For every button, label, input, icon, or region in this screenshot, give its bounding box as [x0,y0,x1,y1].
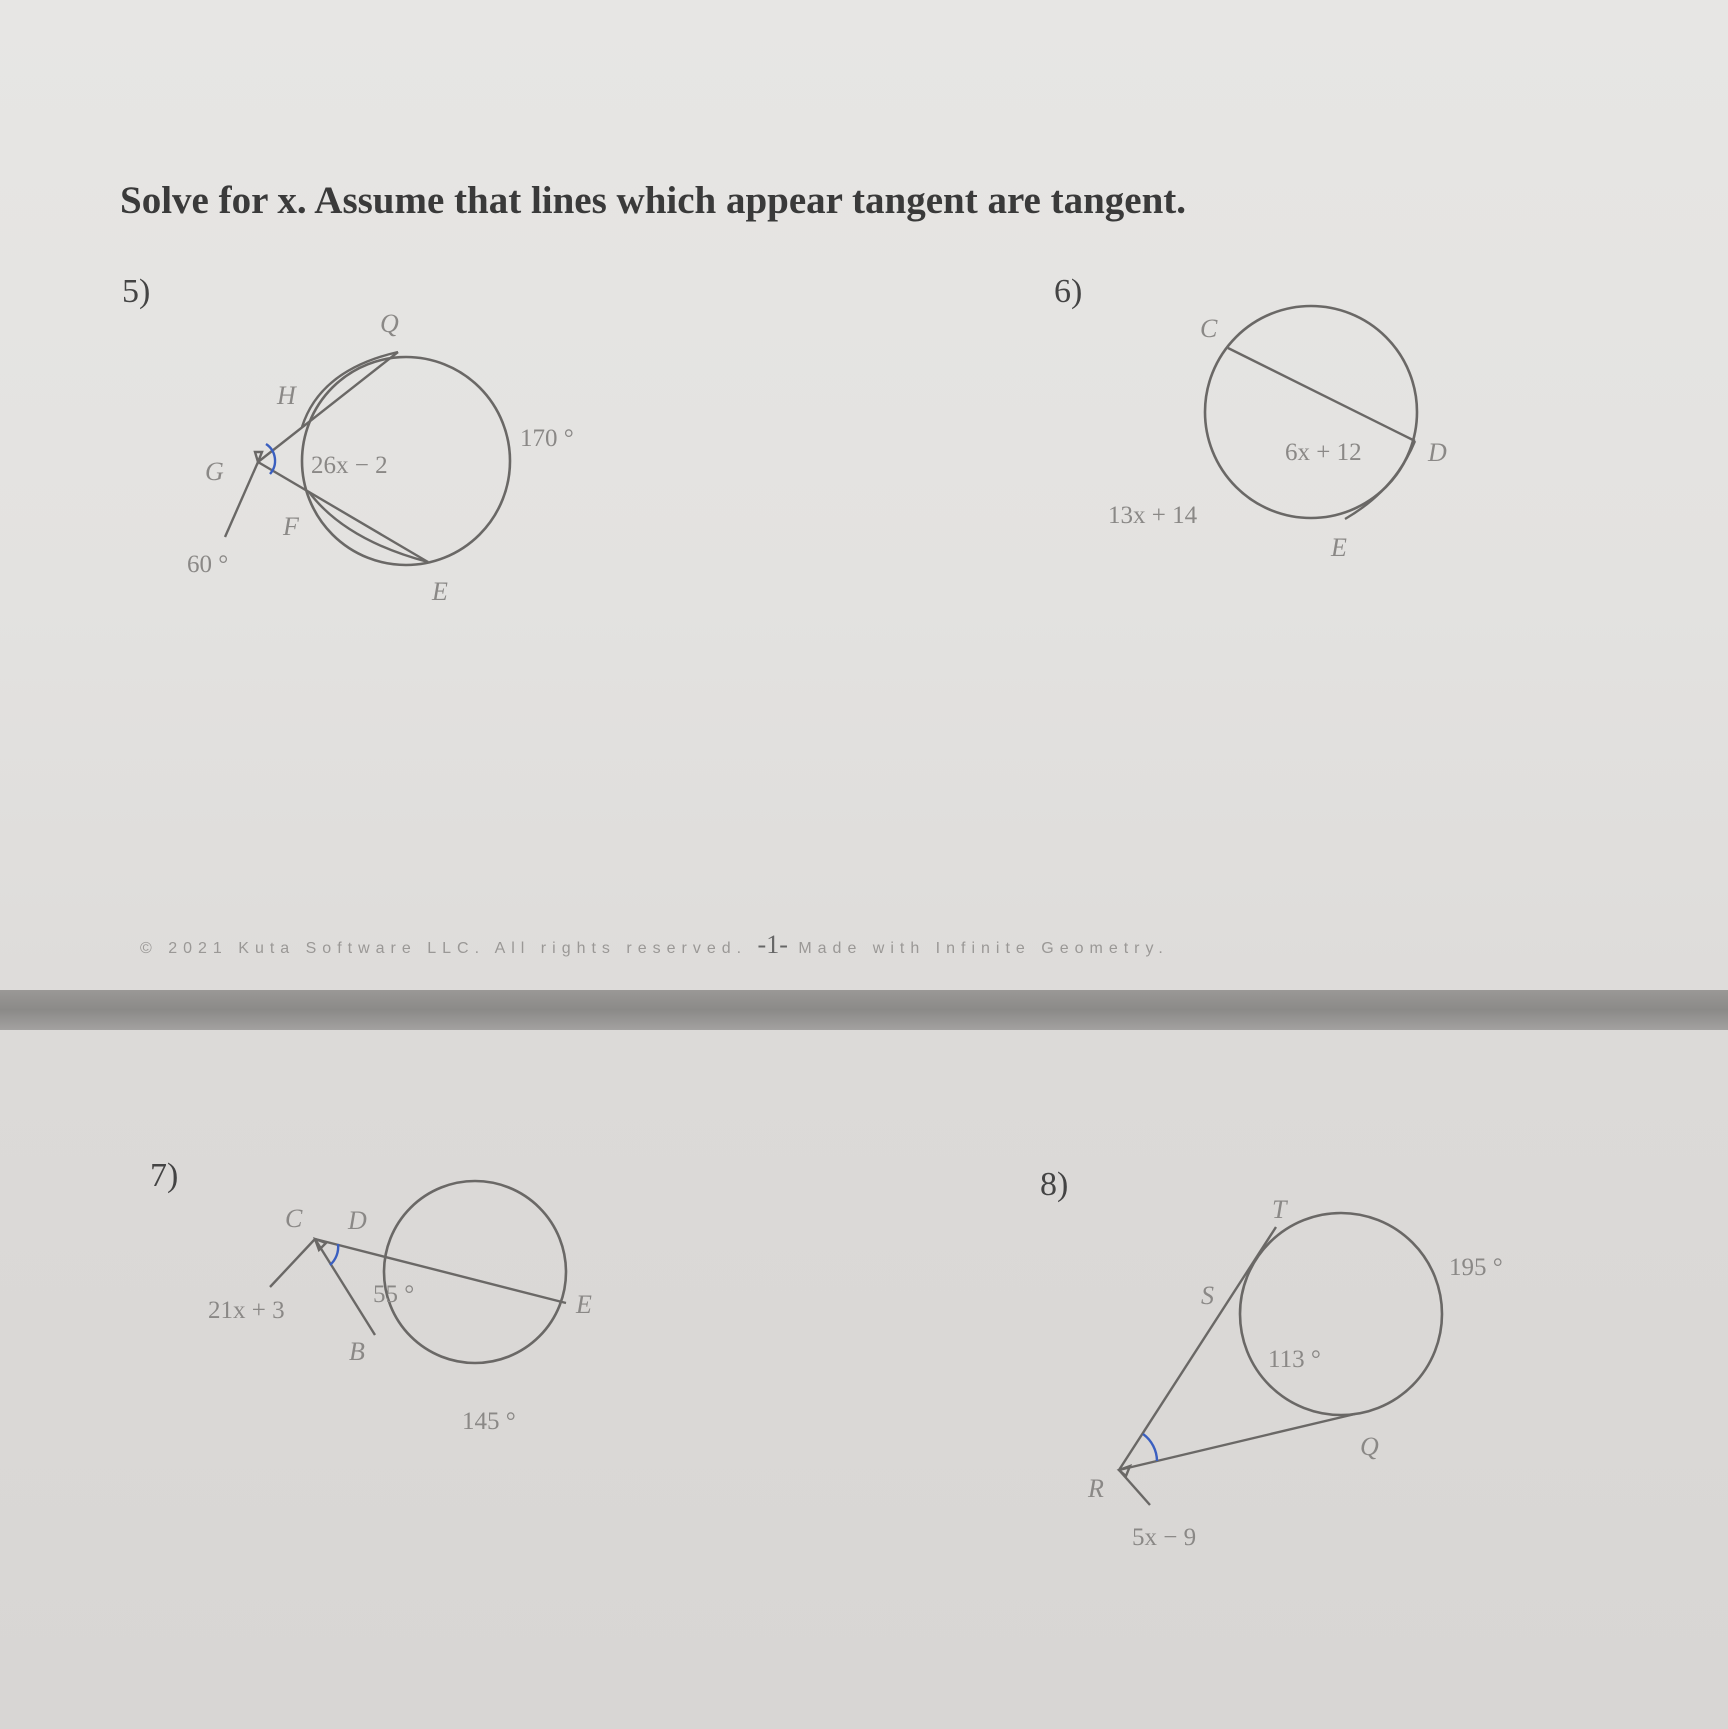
problem-5 [122,273,574,606]
problem-8-secant-rt [1119,1227,1276,1470]
problem-7-point-c: C [285,1204,303,1233]
problem-5-point-e: E [432,577,448,606]
problem-5-leader-line [225,462,258,537]
problem-7 [150,1157,592,1435]
problem-8 [1040,1166,1503,1551]
problem-7-angle-value: 21x + 3 [208,1297,285,1324]
problem-5-point-h: H [277,381,296,410]
problem-7-angle-marker [330,1244,338,1265]
problem-6-point-e: E [1331,533,1347,562]
problem-7-point-e: E [576,1290,592,1319]
problem-5-point-g: G [205,457,224,486]
problem-7-arc-far: 145 ° [462,1408,516,1435]
problem-5-point-q: Q [380,309,399,338]
problem-8-arc-far: 195 ° [1449,1254,1503,1281]
problem-6-point-d: D [1428,438,1447,467]
footer-copyright: © 2021 Kuta Software LLC. All rights reserved. [140,940,748,957]
problem-7-point-d: D [348,1206,367,1235]
problem-8-leader-line [1119,1470,1150,1505]
footer [140,930,1660,960]
problem-5-arc-far: 170 ° [520,425,574,452]
problem-8-arc-near: 113 ° [1268,1346,1321,1373]
problem-8-tangent-rq [1119,1414,1355,1470]
problem-5-arc-near: 60 ° [187,551,229,578]
problem-5-number: 5) [122,273,151,310]
problem-7-leader-line [270,1239,315,1287]
problem-8-point-t: T [1272,1195,1287,1224]
problem-7-point-b: B [349,1337,365,1366]
problem-7-tangent-cb [315,1239,375,1335]
footer-made-with: Made with Infinite Geometry. [798,940,1169,957]
problem-5-point-f: F [283,512,299,541]
problem-6 [1054,273,1447,562]
problem-8-circle [1240,1213,1442,1415]
problem-7-secant-ce [315,1239,566,1303]
problem-8-point-r: R [1088,1474,1104,1503]
problem-8-angle-value: 5x − 9 [1132,1524,1197,1551]
problem-7-arc-near: 55 ° [373,1281,415,1308]
problem-6-point-c: C [1200,314,1218,343]
problem-7-circle [384,1181,566,1363]
problem-7-number: 7) [150,1157,179,1194]
problem-8-angle-marker [1143,1434,1157,1461]
problem-6-angle-value: 6x + 12 [1285,439,1362,466]
problem-8-point-s: S [1201,1281,1214,1310]
problem-6-chord-cd [1228,348,1415,441]
problem-6-number: 6) [1054,273,1083,310]
problem-6-arc-value: 13x + 14 [1108,502,1198,529]
problem-5-angle-value: 26x − 2 [311,452,388,479]
problem-8-number: 8) [1040,1166,1069,1203]
instructions-text: Solve for x. Assume that lines which appear tangent are tangent. [120,179,1187,222]
problem-8-point-q: Q [1360,1432,1379,1461]
footer-page-number: -1- [757,930,788,959]
